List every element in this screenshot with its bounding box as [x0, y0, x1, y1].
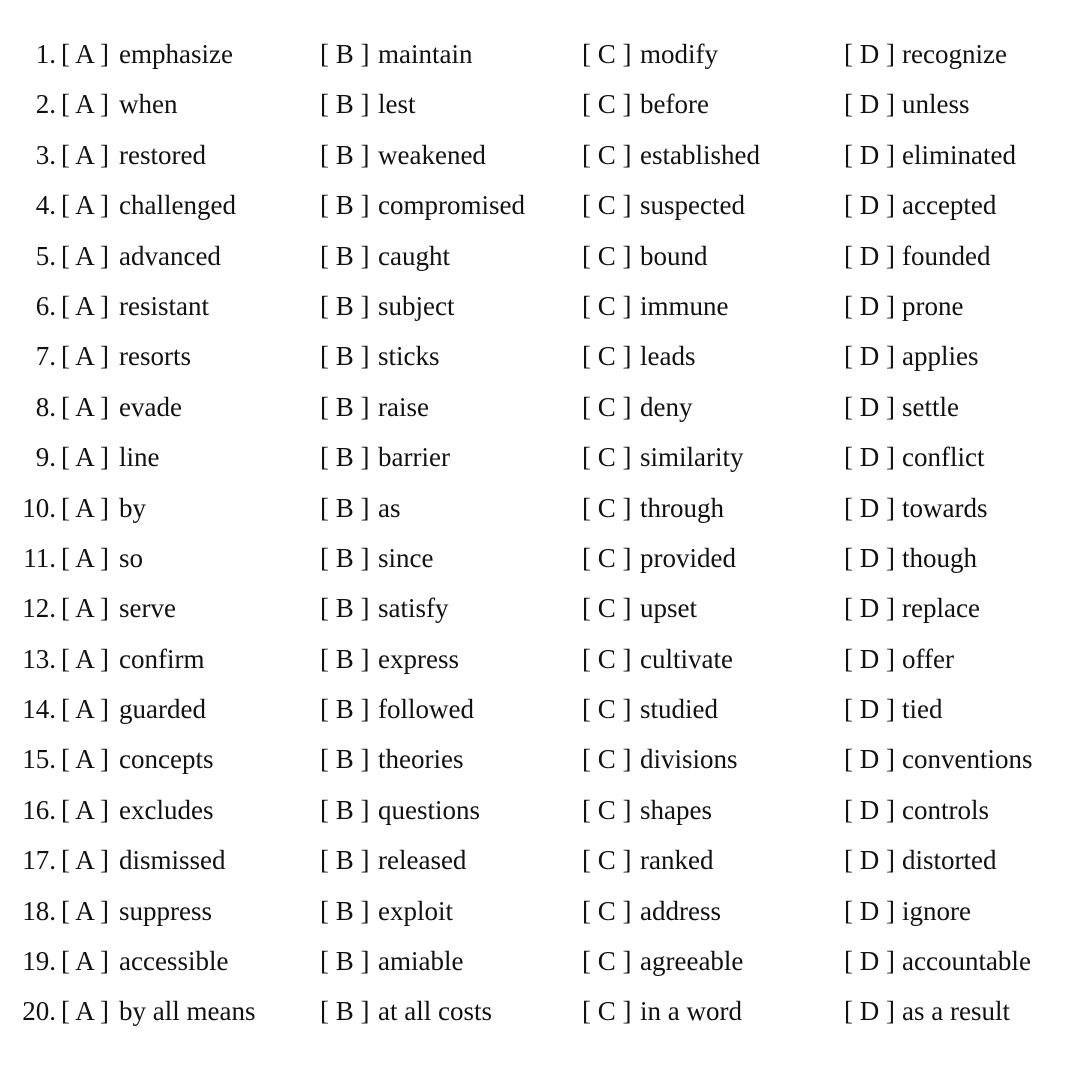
- option-d: [844, 231, 990, 281]
- option-a: [61, 79, 177, 129]
- option-letter: [ D ]: [844, 593, 895, 624]
- option-text: suspected: [640, 190, 745, 221]
- option-text: compromised: [378, 190, 525, 221]
- question-row: [0, 886, 1080, 936]
- option-letter: [ D ]: [844, 694, 895, 725]
- option-a: [61, 483, 146, 533]
- option-a: [61, 785, 213, 835]
- option-letter: [ C ]: [582, 794, 632, 825]
- option-c: [582, 331, 695, 381]
- option-text: express: [378, 643, 459, 674]
- option-d: [844, 634, 954, 684]
- option-d: [844, 382, 959, 432]
- option-letter: [ A ]: [61, 694, 110, 725]
- option-a: [61, 634, 204, 684]
- option-c: [582, 734, 738, 784]
- option-letter: [ D ]: [844, 996, 895, 1027]
- option-text: questions: [378, 794, 481, 825]
- option-text: tied: [902, 694, 943, 725]
- option-text: eliminated: [902, 139, 1016, 170]
- option-text: suppress: [119, 895, 212, 926]
- option-b: [320, 331, 440, 381]
- option-letter: [ D ]: [844, 240, 895, 271]
- option-d: [844, 835, 997, 885]
- option-b: [320, 483, 401, 533]
- option-c: [582, 583, 697, 633]
- option-letter: [ A ]: [61, 492, 110, 523]
- option-letter: [ D ]: [844, 794, 895, 825]
- option-a: [61, 986, 255, 1036]
- option-text: as a result: [902, 996, 1010, 1027]
- question-number: 20.: [22, 996, 56, 1027]
- option-text: in a word: [640, 996, 742, 1027]
- question-row: [0, 382, 1080, 432]
- option-c: [582, 382, 692, 432]
- question-row: [0, 432, 1080, 482]
- question-row: [0, 986, 1080, 1036]
- option-text: shapes: [640, 794, 712, 825]
- option-text: caught: [378, 240, 450, 271]
- option-a: [61, 29, 233, 79]
- option-letter: [ D ]: [844, 89, 895, 120]
- option-text: when: [119, 89, 178, 120]
- option-text: offer: [902, 643, 954, 674]
- option-letter: [ D ]: [844, 190, 895, 221]
- question-row: [0, 281, 1080, 331]
- option-letter: [ C ]: [582, 744, 632, 775]
- option-text: conflict: [902, 442, 985, 473]
- option-text: raise: [378, 391, 429, 422]
- option-b: [320, 835, 466, 885]
- option-text: confirm: [119, 643, 205, 674]
- option-letter: [ C ]: [582, 190, 632, 221]
- option-text: upset: [640, 593, 697, 624]
- option-text: at all costs: [378, 996, 492, 1027]
- option-letter: [ B ]: [320, 694, 370, 725]
- option-c: [582, 886, 721, 936]
- option-letter: [ C ]: [582, 89, 632, 120]
- option-text: resistant: [119, 290, 209, 321]
- option-text: accountable: [902, 946, 1031, 977]
- option-a: [61, 583, 176, 633]
- question-number: 2.: [35, 89, 56, 120]
- option-b: [320, 936, 463, 986]
- option-letter: [ A ]: [61, 643, 110, 674]
- option-a: [61, 382, 182, 432]
- option-text: cultivate: [640, 643, 733, 674]
- option-text: accessible: [119, 946, 229, 977]
- option-b: [320, 734, 463, 784]
- option-a: [61, 231, 221, 281]
- option-c: [582, 835, 713, 885]
- option-b: [320, 634, 459, 684]
- option-text: agreeable: [640, 946, 744, 977]
- question-row: [0, 835, 1080, 885]
- option-c: [582, 180, 745, 230]
- option-letter: [ B ]: [320, 190, 370, 221]
- option-letter: [ C ]: [582, 694, 632, 725]
- option-text: released: [378, 845, 467, 876]
- option-a: [61, 130, 206, 180]
- option-text: controls: [902, 794, 989, 825]
- option-letter: [ A ]: [61, 139, 110, 170]
- option-letter: [ A ]: [61, 895, 110, 926]
- option-text: unless: [902, 89, 970, 120]
- question-row: [0, 785, 1080, 835]
- option-letter: [ C ]: [582, 39, 632, 69]
- question-row: [0, 130, 1080, 180]
- option-text: established: [640, 139, 760, 170]
- option-text: recognize: [902, 39, 1007, 69]
- option-b: [320, 583, 449, 633]
- option-letter: [ C ]: [582, 290, 632, 321]
- option-c: [582, 29, 718, 79]
- option-text: similarity: [640, 442, 744, 473]
- option-letter: [ A ]: [61, 240, 110, 271]
- option-letter: [ D ]: [844, 492, 895, 523]
- option-letter: [ A ]: [61, 744, 110, 775]
- option-text: address: [640, 895, 721, 926]
- option-letter: [ D ]: [844, 442, 895, 473]
- option-text: by: [119, 492, 146, 523]
- option-text: provided: [640, 542, 736, 573]
- option-b: [320, 785, 480, 835]
- option-letter: [ C ]: [582, 593, 632, 624]
- question-number: 9.: [35, 442, 56, 473]
- option-b: [320, 886, 453, 936]
- option-b: [320, 231, 450, 281]
- option-letter: [ B ]: [320, 89, 370, 120]
- option-letter: [ B ]: [320, 996, 370, 1027]
- option-letter: [ A ]: [61, 794, 110, 825]
- option-text: as: [378, 492, 401, 523]
- option-letter: [ A ]: [61, 442, 110, 473]
- option-text: ranked: [640, 845, 714, 876]
- question-row: [0, 29, 1080, 79]
- option-text: theories: [378, 744, 464, 775]
- option-c: [582, 483, 724, 533]
- option-letter: [ C ]: [582, 845, 632, 876]
- option-c: [582, 936, 743, 986]
- option-letter: [ D ]: [844, 39, 895, 69]
- option-letter: [ A ]: [61, 89, 110, 120]
- option-b: [320, 180, 525, 230]
- question-row: [0, 483, 1080, 533]
- option-letter: [ D ]: [844, 290, 895, 321]
- option-letter: [ C ]: [582, 542, 632, 573]
- option-letter: [ B ]: [320, 240, 370, 271]
- option-text: founded: [902, 240, 991, 271]
- question-row: [0, 936, 1080, 986]
- option-text: maintain: [378, 39, 473, 69]
- option-text: though: [902, 542, 978, 573]
- option-c: [582, 533, 736, 583]
- option-letter: [ B ]: [320, 39, 370, 69]
- option-text: towards: [902, 492, 988, 523]
- option-d: [844, 533, 977, 583]
- option-a: [61, 533, 143, 583]
- option-letter: [ B ]: [320, 794, 370, 825]
- option-text: satisfy: [378, 593, 449, 624]
- option-text: before: [640, 89, 709, 120]
- option-text: guarded: [119, 694, 206, 725]
- option-text: dismissed: [119, 845, 226, 876]
- option-letter: [ B ]: [320, 341, 370, 372]
- option-letter: [ C ]: [582, 946, 632, 977]
- option-letter: [ C ]: [582, 996, 632, 1027]
- option-text: advanced: [119, 240, 221, 271]
- option-d: [844, 331, 978, 381]
- answer-options-sheet: [0, 29, 1080, 1037]
- option-text: since: [378, 542, 434, 573]
- option-letter: [ B ]: [320, 643, 370, 674]
- option-text: restored: [119, 139, 206, 170]
- option-a: [61, 734, 213, 784]
- option-b: [320, 684, 474, 734]
- option-text: replace: [902, 593, 980, 624]
- option-letter: [ B ]: [320, 139, 370, 170]
- option-c: [582, 281, 729, 331]
- option-text: ignore: [902, 895, 971, 926]
- option-text: so: [119, 542, 144, 573]
- question-number: 12.: [22, 593, 56, 624]
- question-number: 11.: [23, 542, 56, 573]
- option-text: barrier: [378, 442, 450, 473]
- option-letter: [ B ]: [320, 290, 370, 321]
- option-c: [582, 634, 733, 684]
- option-d: [844, 130, 1016, 180]
- option-letter: [ D ]: [844, 845, 895, 876]
- option-text: excludes: [119, 794, 214, 825]
- option-d: [844, 432, 984, 482]
- option-text: subject: [378, 290, 455, 321]
- option-letter: [ D ]: [844, 341, 895, 372]
- option-d: [844, 483, 987, 533]
- option-d: [844, 986, 1010, 1036]
- option-letter: [ B ]: [320, 845, 370, 876]
- option-text: divisions: [640, 744, 738, 775]
- question-number: 19.: [22, 946, 56, 977]
- option-d: [844, 29, 1007, 79]
- option-letter: [ D ]: [844, 643, 895, 674]
- question-number: 5.: [35, 240, 56, 271]
- option-d: [844, 684, 943, 734]
- question-row: [0, 734, 1080, 784]
- option-d: [844, 936, 1031, 986]
- option-text: lest: [378, 89, 416, 120]
- option-b: [320, 432, 450, 482]
- question-row: [0, 684, 1080, 734]
- option-letter: [ D ]: [844, 139, 895, 170]
- option-text: serve: [119, 593, 176, 624]
- option-text: leads: [640, 341, 696, 372]
- question-row: [0, 583, 1080, 633]
- option-letter: [ A ]: [61, 845, 110, 876]
- option-d: [844, 785, 989, 835]
- question-number: 16.: [22, 794, 56, 825]
- option-letter: [ C ]: [582, 643, 632, 674]
- option-text: evade: [119, 391, 182, 422]
- option-letter: [ A ]: [61, 290, 110, 321]
- option-a: [61, 281, 209, 331]
- option-c: [582, 231, 708, 281]
- option-text: amiable: [378, 946, 464, 977]
- option-d: [844, 180, 996, 230]
- option-b: [320, 29, 472, 79]
- option-b: [320, 533, 433, 583]
- option-a: [61, 886, 212, 936]
- option-letter: [ B ]: [320, 744, 370, 775]
- option-letter: [ A ]: [61, 391, 110, 422]
- option-letter: [ D ]: [844, 946, 895, 977]
- question-row: [0, 79, 1080, 129]
- question-row: [0, 180, 1080, 230]
- option-text: resorts: [119, 341, 191, 372]
- option-text: deny: [640, 391, 693, 422]
- question-row: [0, 634, 1080, 684]
- question-number: 13.: [22, 643, 56, 674]
- option-letter: [ D ]: [844, 391, 895, 422]
- option-text: bound: [640, 240, 708, 271]
- option-text: studied: [640, 694, 718, 725]
- option-a: [61, 331, 191, 381]
- option-c: [582, 785, 712, 835]
- option-text: challenged: [119, 190, 236, 221]
- option-d: [844, 79, 970, 129]
- option-letter: [ B ]: [320, 946, 370, 977]
- option-text: prone: [902, 290, 964, 321]
- option-a: [61, 684, 206, 734]
- option-letter: [ B ]: [320, 391, 370, 422]
- option-text: line: [119, 442, 160, 473]
- question-number: 10.: [22, 492, 56, 523]
- option-a: [61, 180, 236, 230]
- option-text: by all means: [119, 996, 256, 1027]
- option-letter: [ A ]: [61, 341, 110, 372]
- option-c: [582, 684, 718, 734]
- question-number: 14.: [22, 694, 56, 725]
- question-number: 17.: [22, 845, 56, 876]
- option-text: weakened: [378, 139, 486, 170]
- option-text: immune: [640, 290, 729, 321]
- option-letter: [ A ]: [61, 542, 110, 573]
- option-letter: [ B ]: [320, 442, 370, 473]
- question-number: 8.: [35, 391, 56, 422]
- question-number: 3.: [35, 139, 56, 170]
- question-number: 1.: [35, 39, 56, 69]
- option-letter: [ D ]: [844, 744, 895, 775]
- option-d: [844, 583, 980, 633]
- question-number: 4.: [35, 190, 56, 221]
- option-letter: [ D ]: [844, 542, 895, 573]
- question-number: 18.: [22, 895, 56, 926]
- option-c: [582, 79, 709, 129]
- question-row: [0, 331, 1080, 381]
- question-number: 15.: [22, 744, 56, 775]
- option-b: [320, 281, 454, 331]
- option-text: applies: [902, 341, 979, 372]
- option-letter: [ D ]: [844, 895, 895, 926]
- option-a: [61, 936, 228, 986]
- option-text: modify: [640, 39, 718, 69]
- option-letter: [ A ]: [61, 39, 110, 69]
- option-text: exploit: [378, 895, 453, 926]
- option-d: [844, 886, 971, 936]
- option-text: distorted: [902, 845, 997, 876]
- option-letter: [ C ]: [582, 139, 632, 170]
- option-letter: [ B ]: [320, 492, 370, 523]
- option-letter: [ C ]: [582, 240, 632, 271]
- option-letter: [ B ]: [320, 895, 370, 926]
- option-letter: [ C ]: [582, 492, 632, 523]
- option-b: [320, 382, 429, 432]
- option-letter: [ C ]: [582, 341, 632, 372]
- option-b: [320, 130, 486, 180]
- option-c: [582, 432, 744, 482]
- option-letter: [ C ]: [582, 391, 632, 422]
- option-letter: [ A ]: [61, 946, 110, 977]
- option-letter: [ B ]: [320, 542, 370, 573]
- option-d: [844, 734, 1032, 784]
- option-text: conventions: [902, 744, 1033, 775]
- option-b: [320, 986, 492, 1036]
- option-text: accepted: [902, 190, 997, 221]
- option-c: [582, 130, 760, 180]
- option-text: sticks: [378, 341, 440, 372]
- option-text: through: [640, 492, 724, 523]
- question-row: [0, 231, 1080, 281]
- option-text: concepts: [119, 744, 214, 775]
- option-a: [61, 835, 226, 885]
- option-letter: [ A ]: [61, 190, 110, 221]
- question-number: 7.: [35, 341, 56, 372]
- option-text: followed: [378, 694, 474, 725]
- option-letter: [ C ]: [582, 442, 632, 473]
- option-b: [320, 79, 416, 129]
- option-letter: [ B ]: [320, 593, 370, 624]
- question-row: [0, 533, 1080, 583]
- option-text: emphasize: [119, 39, 233, 69]
- option-c: [582, 986, 742, 1036]
- option-letter: [ A ]: [61, 996, 110, 1027]
- question-number: 6.: [35, 290, 56, 321]
- option-letter: [ C ]: [582, 895, 632, 926]
- option-a: [61, 432, 160, 482]
- option-letter: [ A ]: [61, 593, 110, 624]
- option-d: [844, 281, 963, 331]
- option-text: settle: [902, 391, 959, 422]
